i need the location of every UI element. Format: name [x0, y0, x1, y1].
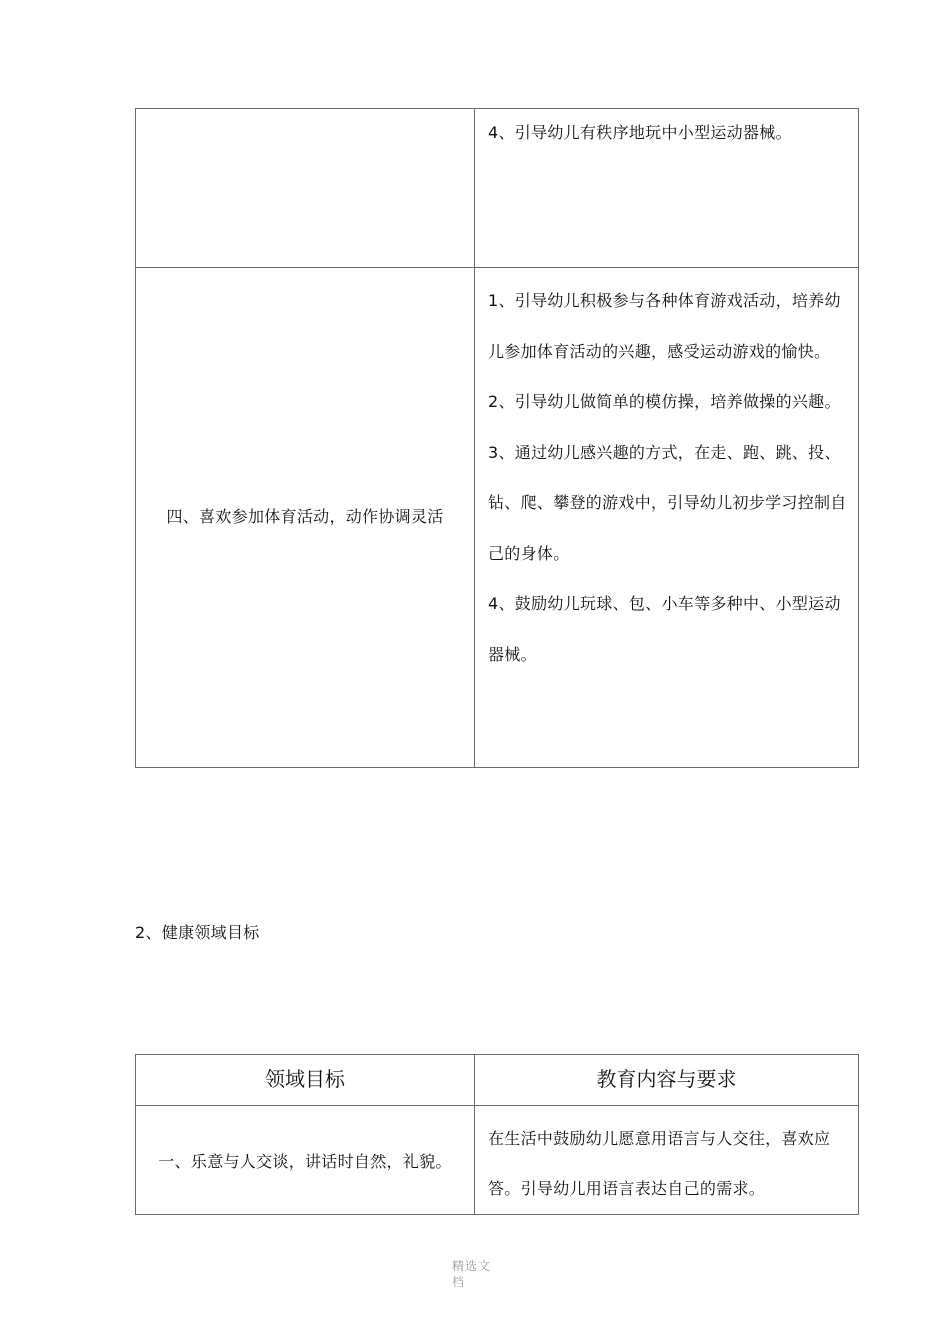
content-item: 2、引导幼儿做简单的模仿操，培养做操的兴趣。 — [488, 392, 841, 411]
content-item: 在生活中鼓励幼儿愿意用语言与人交往，喜欢应答。引导幼儿用语言表达自己的需求。 — [488, 1129, 831, 1198]
content-list — [475, 268, 858, 680]
goal-cell — [136, 268, 475, 768]
table-header-row — [136, 1055, 859, 1106]
curriculum-table-continued — [135, 108, 859, 768]
content-item: 4、鼓励幼儿玩球、包、小车等多种中、小型运动器械。 — [488, 594, 841, 664]
table-row — [136, 109, 859, 268]
column-header-content: 教育内容与要求 — [475, 1055, 859, 1106]
table-row — [136, 268, 859, 768]
section-heading: 2、健康领域目标 — [135, 923, 260, 942]
footer-watermark: 精选文档 — [452, 1259, 492, 1289]
content-item: 4、引导幼儿有秩序地玩中小型运动器械。 — [488, 123, 792, 142]
content-item: 1、引导幼儿积极参与各种体育游戏活动，培养幼儿参加体育活动的兴趣，感受运动游戏的愉快。 — [488, 291, 841, 361]
content-cell — [475, 109, 859, 268]
goal-cell: 一、乐意与人交谈，讲话时自然，礼貌。 — [136, 1106, 475, 1215]
column-header-goal: 领域目标 — [136, 1055, 475, 1106]
health-domain-table — [135, 1054, 859, 1215]
content-cell — [475, 268, 859, 768]
goal-cell-empty — [136, 109, 475, 268]
content-item: 3、通过幼儿感兴趣的方式，在走、跑、跳、投、钻、爬、攀登的游戏中，引导幼儿初步学习控制自己的身体。 — [488, 442, 847, 563]
content-cell — [475, 1106, 859, 1215]
goal-text: 四、喜欢参加体育活动，动作协调灵活 — [166, 507, 444, 526]
table-row — [136, 1106, 859, 1215]
